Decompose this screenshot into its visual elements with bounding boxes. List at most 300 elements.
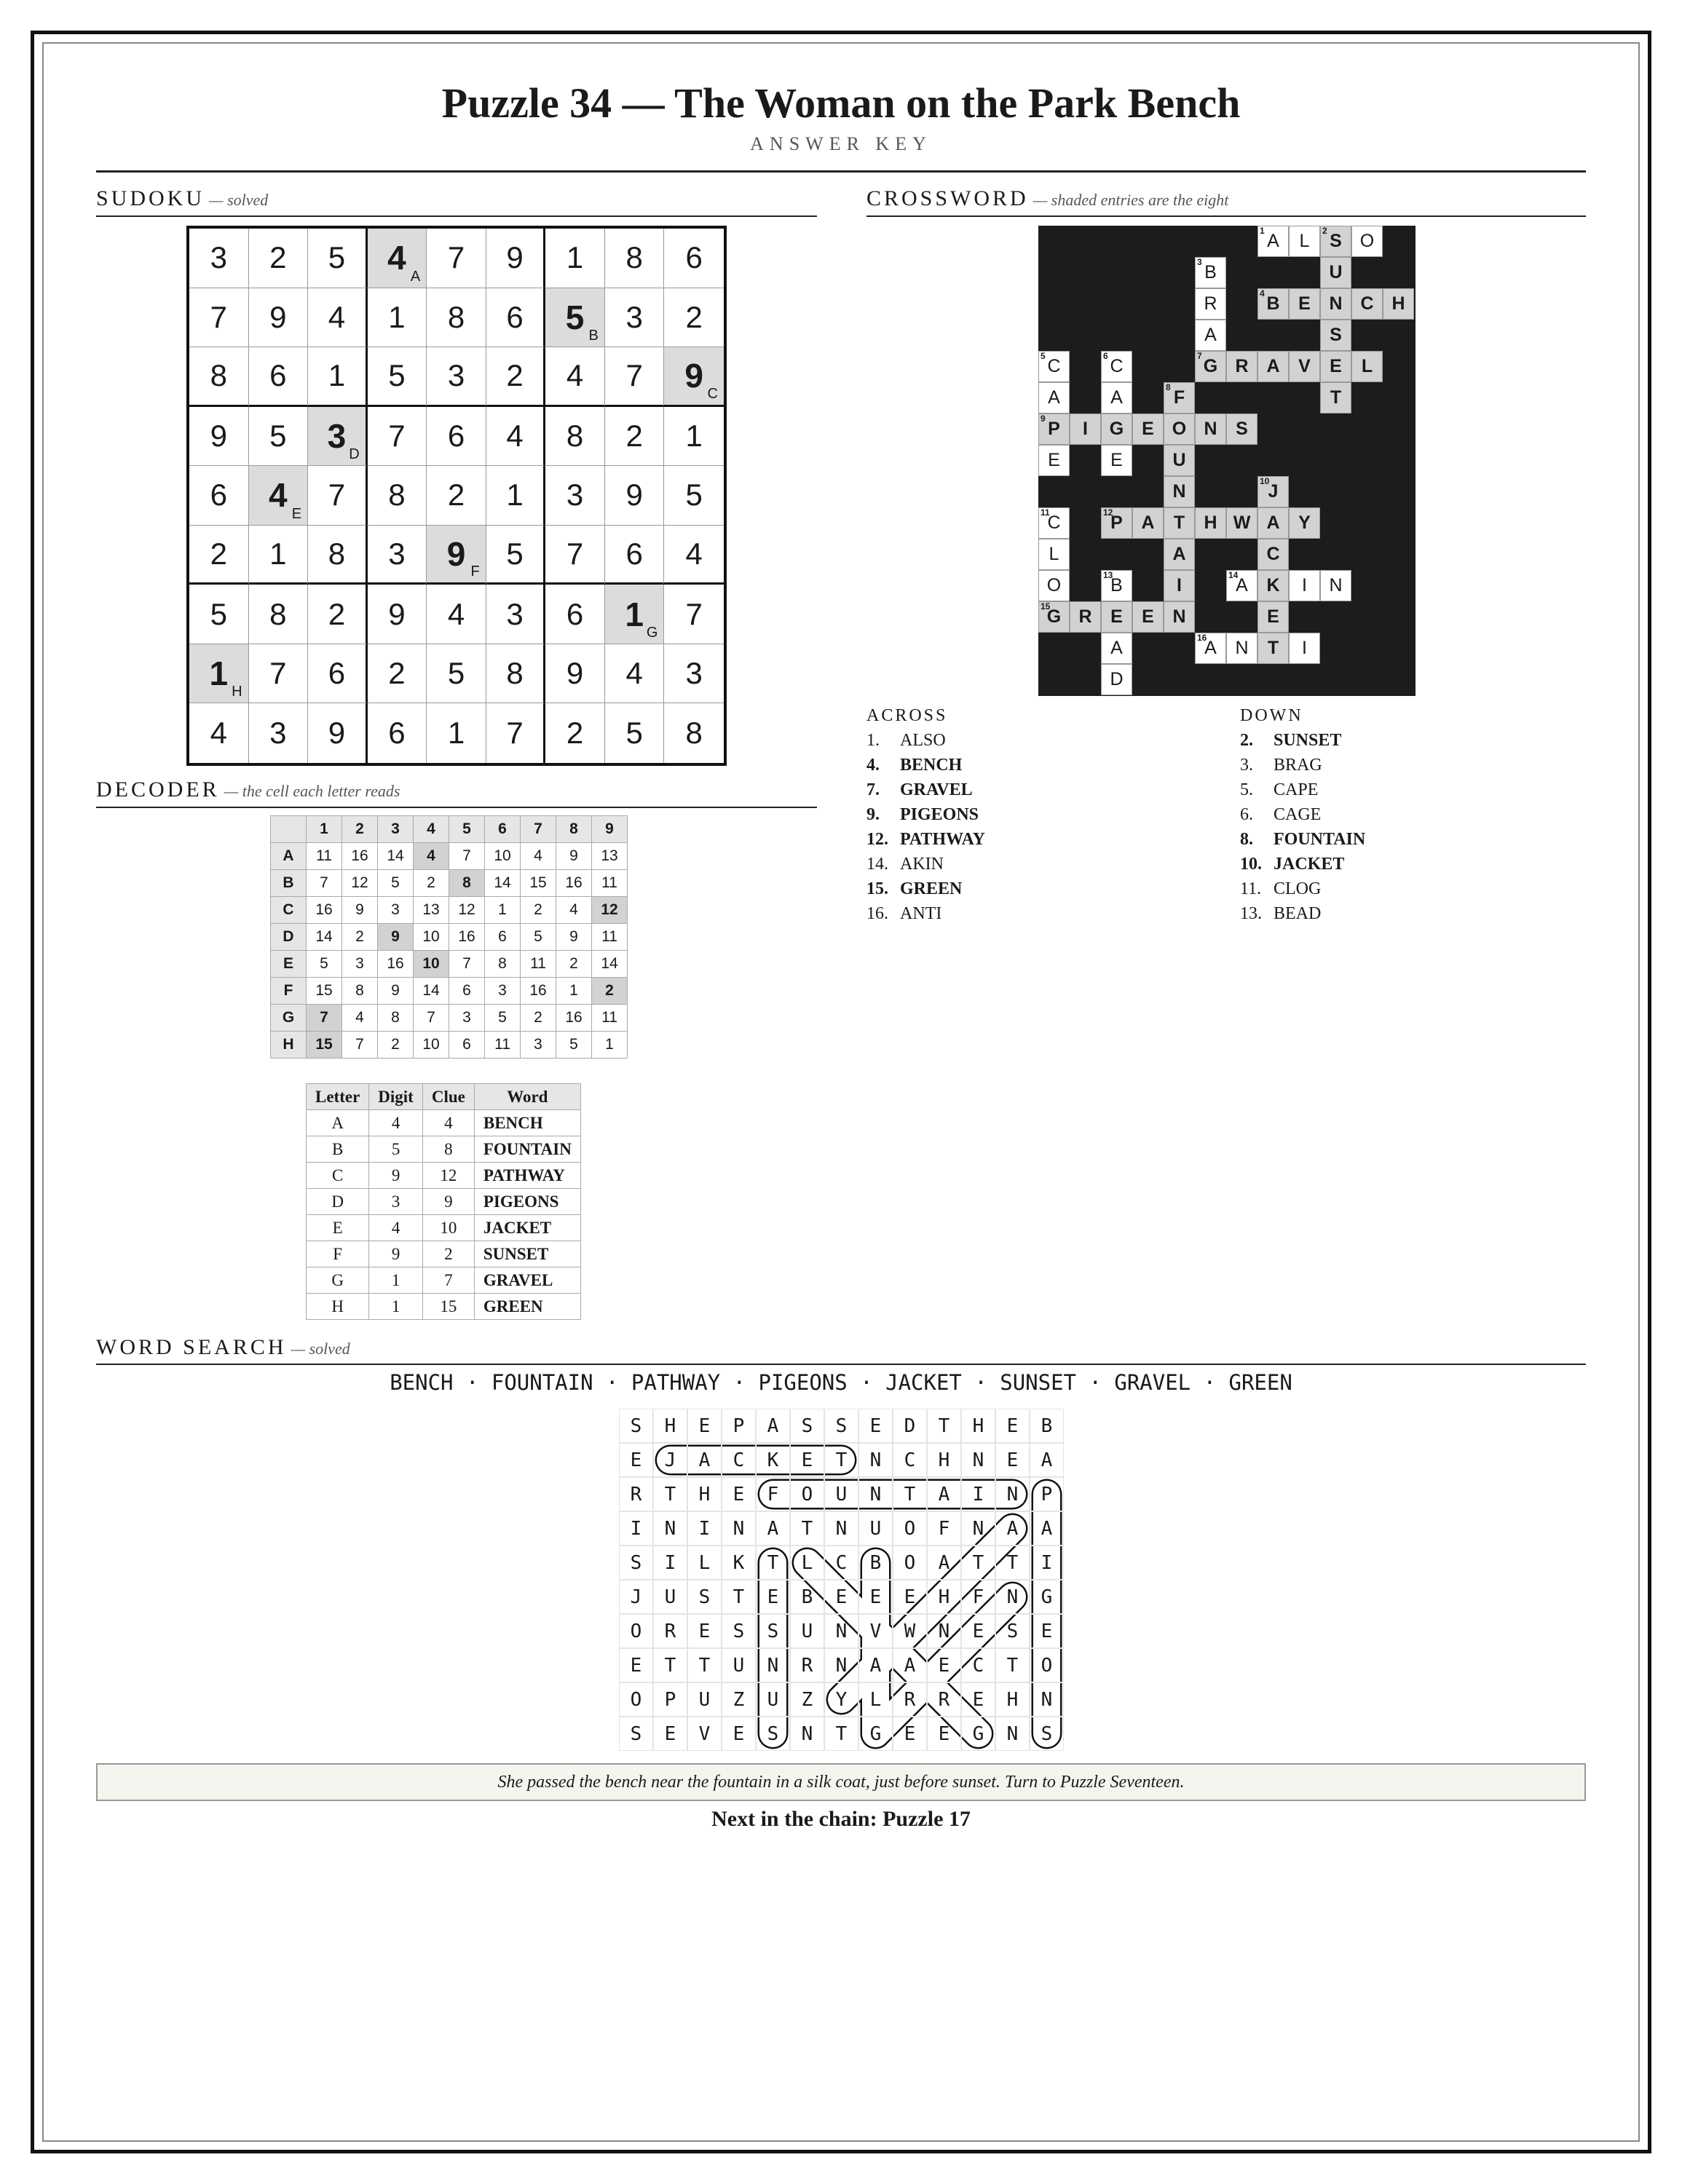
sudoku-cell — [249, 703, 309, 763]
wordsearch-letter: S — [756, 1614, 790, 1648]
crossword-letter: H — [1391, 293, 1405, 314]
sudoku-cell — [308, 288, 368, 348]
crossword-cell — [1289, 507, 1320, 539]
sudoku-cell — [605, 466, 665, 526]
crossword-letter: B — [1110, 575, 1123, 596]
sudoku-digit: 2 — [269, 240, 287, 275]
wordsearch-letter: K — [756, 1443, 790, 1477]
sudoku-tag: B — [588, 328, 599, 344]
crossword-letter: B — [1204, 262, 1217, 282]
wordsearch-letter: R — [893, 1682, 927, 1717]
sudoku-cell — [249, 466, 309, 526]
crossword-letter: A — [1266, 513, 1280, 533]
crossword-cell — [1101, 664, 1132, 695]
across-clue-number: 4. — [866, 756, 880, 775]
decoder-cell: 15 — [521, 870, 556, 897]
sudoku-digit: 5 — [565, 298, 585, 336]
sudoku-digit: 7 — [388, 418, 406, 453]
decoder-cell: 13 — [414, 897, 449, 924]
decoder-cell: 11 — [592, 924, 628, 951]
sudoku-digit: 3 — [566, 478, 584, 513]
sudoku-digit: 9 — [328, 716, 346, 751]
crossword-cell — [1038, 570, 1070, 601]
decoder-col-header: 3 — [378, 816, 414, 843]
crossword-cell — [1101, 570, 1132, 601]
decoder-row — [271, 843, 628, 870]
decoder-cell: 3 — [485, 978, 521, 1005]
sudoku-cell — [605, 585, 665, 644]
wordsearch-letter: T — [961, 1546, 995, 1580]
wordsearch-letter: R — [619, 1477, 653, 1511]
sudoku-digit: 1 — [625, 595, 644, 633]
sudoku-digit: 1 — [328, 358, 346, 393]
crossword-cell — [1195, 320, 1226, 351]
decoder-cell: 1 — [556, 978, 592, 1005]
decoder-cell: 14 — [485, 870, 521, 897]
decoder-row-header: H — [271, 1032, 307, 1059]
crossword-label: CROSSWORD — [866, 186, 1029, 210]
wordsearch-letter: A — [687, 1443, 722, 1477]
across-clue — [866, 731, 946, 751]
crossword-cell — [1195, 507, 1226, 539]
wordsearch-letter: T — [756, 1546, 790, 1580]
crossword-cell — [1132, 507, 1164, 539]
sudoku-tag: E — [291, 505, 302, 522]
wordsearch-letter: R — [927, 1682, 961, 1717]
decoder-cell: 2 — [378, 1032, 414, 1059]
crossword-letter: I — [1083, 419, 1088, 439]
crossword-letter: A — [1267, 231, 1279, 251]
decoder-cell: 3 — [521, 1032, 556, 1059]
sudoku-cell — [368, 407, 427, 467]
wordsearch-letter: A — [995, 1511, 1030, 1546]
decoder-map-cell: 7 — [422, 1267, 474, 1294]
wordsearch-note: — solved — [291, 1340, 350, 1358]
wordsearch-letter: E — [756, 1580, 790, 1614]
sudoku-cell — [545, 526, 605, 585]
sudoku-tag: D — [349, 446, 360, 463]
crossword-cell — [1132, 414, 1164, 445]
sudoku-tag: A — [410, 268, 421, 285]
crossword-cell — [1101, 601, 1132, 633]
sudoku-digit: 3 — [210, 240, 227, 275]
crossword-number: 3 — [1197, 257, 1202, 267]
down-clue-number: 10. — [1240, 855, 1262, 874]
crossword-note: — shaded entries are the eight — [1033, 191, 1229, 209]
crossword-letter: A — [1204, 638, 1217, 658]
decoder-map-cell: 9 — [369, 1241, 423, 1267]
crossword-letter: R — [1078, 606, 1092, 627]
wordsearch-letter: S — [824, 1409, 858, 1443]
sudoku-cell — [308, 585, 368, 644]
sudoku-cell — [427, 407, 486, 467]
crossword-letter: A — [1110, 638, 1123, 658]
crossword-letter: O — [1046, 575, 1062, 596]
sudoku-digit: 8 — [210, 358, 227, 393]
decoder-cell: 5 — [485, 1005, 521, 1032]
crossword-letter: I — [1302, 638, 1307, 658]
sudoku-cell — [249, 644, 309, 704]
decoder-cell: 11 — [485, 1032, 521, 1059]
sudoku-cell — [189, 347, 249, 407]
sudoku-digit: 4 — [447, 596, 465, 631]
decoder-map-cell: F — [307, 1241, 369, 1267]
crossword-letter: W — [1233, 513, 1251, 533]
wordsearch-letter: J — [653, 1443, 687, 1477]
sudoku-cell — [545, 407, 605, 467]
wordsearch-letter: W — [893, 1614, 927, 1648]
wordsearch-letter: C — [824, 1546, 858, 1580]
crossword-number: 4 — [1260, 288, 1265, 298]
sudoku-digit: 5 — [328, 240, 346, 275]
sudoku-cell — [368, 526, 427, 585]
sudoku-cell — [486, 526, 546, 585]
decoder-cell: 10 — [414, 951, 449, 978]
decoder-cell: 7 — [414, 1005, 449, 1032]
sudoku-digit: 6 — [506, 299, 524, 334]
across-clue-answer: PATHWAY — [900, 830, 985, 849]
next-puzzle: Next in the chain: Puzzle 17 — [711, 1807, 971, 1831]
wordsearch-letter: N — [653, 1511, 687, 1546]
decoder-map-header: Word — [474, 1084, 580, 1110]
sudoku-digit: 4 — [387, 239, 406, 277]
crossword-letter: N — [1172, 481, 1186, 502]
down-clue-answer: CLOG — [1274, 879, 1322, 898]
decoder-cell: 16 — [449, 924, 485, 951]
sudoku-cell — [308, 703, 368, 763]
crossword-letter: D — [1110, 669, 1124, 689]
decoder-cell: 11 — [307, 843, 342, 870]
decoder-cell: 7 — [449, 843, 485, 870]
across-clue-answer: ALSO — [900, 731, 946, 750]
decoder-map-row — [307, 1267, 581, 1294]
wordsearch-letter: E — [927, 1717, 961, 1751]
decoder-cell: 9 — [342, 897, 378, 924]
decoder-map-cell: B — [307, 1136, 369, 1163]
sudoku-cell — [545, 288, 605, 348]
crossword-cell — [1351, 351, 1383, 382]
decoder-cell: 7 — [342, 1032, 378, 1059]
sudoku-digit: 1 — [209, 654, 229, 693]
crossword-cell — [1257, 570, 1289, 601]
sudoku-cell — [545, 585, 605, 644]
sudoku-digit: 7 — [328, 478, 346, 513]
decoder-label: DECODER — [96, 778, 220, 802]
crossword-cell — [1195, 351, 1226, 382]
wordsearch-letter: H — [687, 1477, 722, 1511]
sudoku-digit: 2 — [625, 418, 643, 453]
crossword-cell — [1226, 633, 1257, 664]
decoder-cell: 8 — [342, 978, 378, 1005]
sudoku-digit: 8 — [506, 656, 524, 691]
across-clue — [866, 830, 985, 850]
wordsearch-letter: N — [995, 1477, 1030, 1511]
sudoku-cell — [486, 644, 546, 704]
decoder-map-cell: BENCH — [474, 1110, 580, 1136]
decoder-cell: 3 — [378, 897, 414, 924]
sudoku-cell — [664, 407, 724, 467]
decoder-cell: 12 — [342, 870, 378, 897]
sudoku-cell — [189, 407, 249, 467]
decoder-cell: 16 — [378, 951, 414, 978]
sudoku-digit: 2 — [388, 656, 406, 691]
across-clue-answer: ANTI — [900, 904, 942, 923]
wordsearch-letter: O — [790, 1477, 824, 1511]
crossword-letter: A — [1141, 513, 1155, 533]
across-clue-answer: GREEN — [900, 879, 963, 898]
sudoku-cell — [189, 526, 249, 585]
crossword-cell — [1289, 288, 1320, 320]
wordsearch-letter: U — [790, 1614, 824, 1648]
crossword-number: 13 — [1103, 570, 1113, 580]
crossword-number: 14 — [1228, 570, 1239, 580]
sudoku-cell — [368, 347, 427, 407]
decoder-row — [271, 1005, 628, 1032]
decoder-cell: 2 — [556, 951, 592, 978]
sudoku-cell — [189, 466, 249, 526]
decoder-map-row — [307, 1189, 581, 1215]
crossword-rule — [866, 215, 1586, 217]
sudoku-digit: 3 — [327, 416, 347, 455]
crossword-cell — [1257, 633, 1289, 664]
crossword-letter: G — [1109, 419, 1124, 439]
sudoku-cell — [249, 585, 309, 644]
sudoku-digit: 1 — [388, 299, 406, 334]
down-clue-number: 2. — [1240, 731, 1253, 750]
decoder-row-header: D — [271, 924, 307, 951]
wordsearch-letter: F — [961, 1580, 995, 1614]
crossword-letter: A — [1204, 325, 1217, 345]
wordsearch-letter: A — [756, 1511, 790, 1546]
sudoku-cell — [189, 229, 249, 288]
crossword-cell — [1038, 414, 1070, 445]
crossword-cell — [1038, 382, 1070, 414]
wordsearch-letter: S — [790, 1409, 824, 1443]
wordsearch-letter: Z — [790, 1682, 824, 1717]
sudoku-digit: 1 — [685, 418, 703, 453]
decoder-map-cell: 1 — [369, 1294, 423, 1320]
across-clue-answer: PIGEONS — [900, 805, 979, 824]
down-clue-answer: BRAG — [1274, 756, 1322, 775]
wordsearch-letter: H — [961, 1409, 995, 1443]
sudoku-digit: 5 — [685, 478, 703, 513]
crossword-letter: E — [1330, 356, 1342, 376]
across-clue — [866, 780, 973, 800]
across-clue-number: 7. — [866, 780, 880, 799]
across-clue-answer: AKIN — [900, 855, 944, 874]
sudoku-digit: 5 — [447, 656, 465, 691]
sudoku-digit: 2 — [506, 358, 524, 393]
wordsearch-letter: N — [756, 1648, 790, 1682]
decoder-cell: 4 — [342, 1005, 378, 1032]
wordsearch-letter: A — [1030, 1511, 1064, 1546]
sudoku-digit: 5 — [625, 716, 643, 751]
wordsearch-letter: A — [927, 1546, 961, 1580]
decoder-cell: 5 — [521, 924, 556, 951]
wordsearch-letter: O — [893, 1511, 927, 1546]
crossword-letter: N — [1329, 293, 1343, 314]
decoder-map-cell: 1 — [369, 1267, 423, 1294]
sudoku-digit: 1 — [506, 478, 524, 513]
crossword-cell — [1038, 507, 1070, 539]
wordsearch-letter: S — [687, 1580, 722, 1614]
wordsearch-label: WORD SEARCH — [96, 1335, 287, 1359]
crossword-number: 8 — [1166, 382, 1171, 392]
wordsearch-letter: R — [653, 1614, 687, 1648]
wordsearch-letter: T — [995, 1546, 1030, 1580]
wordsearch-letter: E — [927, 1648, 961, 1682]
sudoku-digit: 4 — [685, 537, 703, 571]
wordsearch-letter: E — [858, 1580, 893, 1614]
crossword-cell — [1289, 351, 1320, 382]
decoder-map-row — [307, 1110, 581, 1136]
across-clue — [866, 879, 962, 899]
crossword-letter: E — [1110, 606, 1123, 627]
decoder-row-header: E — [271, 951, 307, 978]
page-title: Puzzle 34 — The Woman on the Park Bench — [441, 79, 1241, 127]
sudoku-digit: 9 — [684, 357, 704, 395]
sudoku-tag: G — [646, 624, 658, 641]
crossword-number: 1 — [1260, 226, 1265, 236]
crossword-letter: N — [1172, 606, 1186, 627]
decoder-map-row — [307, 1215, 581, 1241]
decoder-map-cell: 10 — [422, 1215, 474, 1241]
crossword-number: 12 — [1103, 507, 1113, 518]
decoder-cell: 5 — [378, 870, 414, 897]
wordsearch-letter: C — [893, 1443, 927, 1477]
sudoku-digit: 9 — [566, 656, 584, 691]
crossword-letter: V — [1298, 356, 1311, 376]
sudoku-digit: 3 — [625, 299, 643, 334]
decoder-note: — the cell each letter reads — [224, 782, 400, 800]
crossword-letter: T — [1330, 387, 1342, 408]
crossword-letter: C — [1266, 544, 1280, 564]
wordsearch-letter: P — [722, 1409, 756, 1443]
sudoku-digit: 7 — [625, 358, 643, 393]
wordsearch-letter: T — [687, 1648, 722, 1682]
crossword-letter: Y — [1298, 513, 1311, 533]
decoder-cell: 9 — [378, 924, 414, 951]
crossword-cell — [1164, 414, 1195, 445]
decoder-map-table — [306, 1083, 581, 1320]
crossword-cell — [1101, 414, 1132, 445]
decoder-cell: 14 — [307, 924, 342, 951]
decoder-cell: 10 — [414, 1032, 449, 1059]
sudoku-cell — [308, 644, 368, 704]
crossword-letter: T — [1267, 638, 1279, 658]
sudoku-grid — [186, 226, 727, 766]
decoder-cell: 14 — [414, 978, 449, 1005]
decoder-cell: 6 — [485, 924, 521, 951]
decoder-cell: 9 — [556, 843, 592, 870]
crossword-cell — [1320, 320, 1351, 351]
sudoku-digit: 8 — [685, 716, 703, 751]
wordsearch-letter: V — [858, 1614, 893, 1648]
crossword-cell — [1320, 570, 1351, 601]
sudoku-digit: 4 — [506, 418, 524, 453]
decoder-cell: 6 — [449, 978, 485, 1005]
crossword-cell — [1257, 288, 1289, 320]
sudoku-cell — [308, 407, 368, 467]
decoder-map-cell: 8 — [422, 1136, 474, 1163]
down-clue-number: 11. — [1240, 879, 1262, 898]
decoder-cell: 2 — [414, 870, 449, 897]
decoder-map-header: Clue — [422, 1084, 474, 1110]
decoder-row — [271, 924, 628, 951]
wordsearch-letter: E — [687, 1614, 722, 1648]
decoder-cell: 5 — [556, 1032, 592, 1059]
wordsearch-letter: S — [756, 1717, 790, 1751]
decoder-map-cell: FOUNTAIN — [474, 1136, 580, 1163]
wordsearch-letter: Y — [824, 1682, 858, 1717]
wordsearch-letter: U — [653, 1580, 687, 1614]
across-clue-number: 15. — [866, 879, 888, 898]
wordsearch-letter: S — [722, 1614, 756, 1648]
decoder-cell: 16 — [556, 870, 592, 897]
down-clue — [1240, 805, 1321, 825]
down-clue — [1240, 855, 1344, 874]
sudoku-tag: F — [470, 563, 480, 580]
wordsearch-letter: O — [893, 1546, 927, 1580]
decoder-row-header: B — [271, 870, 307, 897]
sudoku-cell — [427, 644, 486, 704]
across-clue-answer: BENCH — [900, 756, 963, 775]
wordsearch-letter: N — [961, 1443, 995, 1477]
sudoku-digit: 7 — [685, 596, 703, 631]
wordsearch-letter: A — [927, 1477, 961, 1511]
sudoku-cell — [664, 644, 724, 704]
across-clue-number: 12. — [866, 830, 888, 849]
wordsearch-rule — [96, 1364, 1586, 1365]
wordsearch-letter: N — [995, 1717, 1030, 1751]
down-clue-number: 6. — [1240, 805, 1253, 824]
sudoku-cell — [427, 288, 486, 348]
crossword-cell — [1351, 226, 1383, 257]
sudoku-digit: 8 — [328, 537, 346, 571]
wordsearch-letter: T — [927, 1409, 961, 1443]
crossword-cell — [1038, 445, 1070, 476]
crossword-cell — [1226, 414, 1257, 445]
wordsearch-letter: N — [824, 1511, 858, 1546]
decoder-cell: 7 — [307, 1005, 342, 1032]
decoder-col-header: 9 — [592, 816, 628, 843]
crossword-cell — [1038, 351, 1070, 382]
wordsearch-letter: N — [995, 1580, 1030, 1614]
wordsearch-letter: T — [722, 1580, 756, 1614]
crossword-cell — [1195, 633, 1226, 664]
crossword-cell — [1164, 601, 1195, 633]
decoder-cell: 14 — [378, 843, 414, 870]
sudoku-digit: 7 — [506, 716, 524, 751]
decoder-cell: 16 — [556, 1005, 592, 1032]
wordsearch-letter: O — [619, 1614, 653, 1648]
wordsearch-letter: T — [653, 1648, 687, 1682]
decoder-col-header: 2 — [342, 816, 378, 843]
wordsearch-letter: K — [722, 1546, 756, 1580]
sudoku-digit: 6 — [685, 240, 703, 275]
wordsearch-letter: H — [653, 1409, 687, 1443]
decoder-map-row — [307, 1136, 581, 1163]
crossword-cell — [1101, 351, 1132, 382]
wordsearch-letter: T — [995, 1648, 1030, 1682]
decoder-map-header: Digit — [369, 1084, 423, 1110]
sudoku-cell — [427, 466, 486, 526]
sudoku-digit: 8 — [447, 299, 465, 334]
wordsearch-letter: N — [961, 1511, 995, 1546]
wordsearch-letter: N — [824, 1648, 858, 1682]
decoder-cell: 10 — [485, 843, 521, 870]
wordsearch-letter: N — [722, 1511, 756, 1546]
